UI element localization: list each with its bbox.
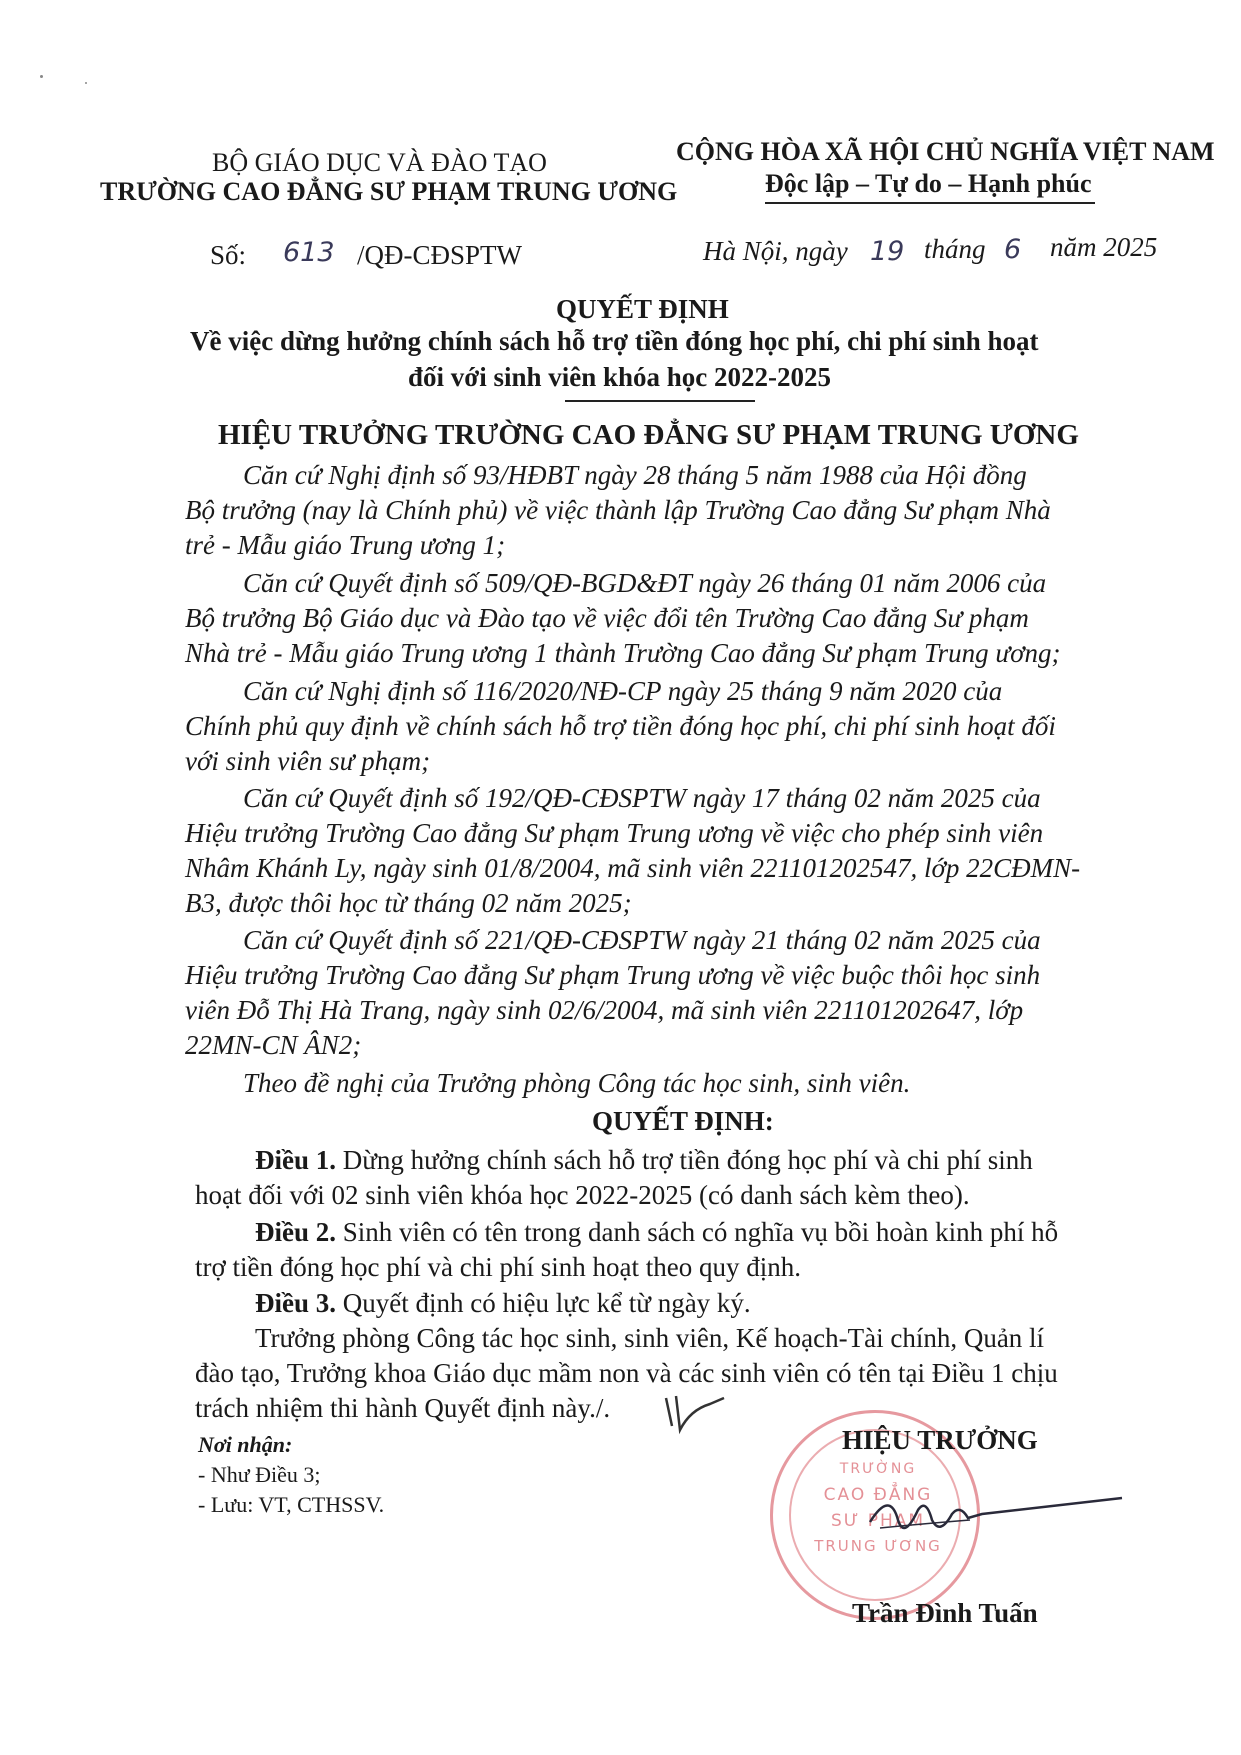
subject-line-1: Về việc dừng hưởng chính sách hỗ trợ tiền đóng học phí, chi phí sinh hoạt — [190, 326, 1039, 356]
national-motto: Độc lập – Tự do – Hạnh phúc — [765, 169, 1092, 198]
preamble-5-line-3: viên Đỗ Thị Hà Trang, ngày sinh 02/6/2004, mã sinh viên 221101202647, lớp — [185, 995, 1024, 1025]
initials-scribble — [660, 1390, 730, 1440]
preamble-2-line-2: Bộ trưởng Bộ Giáo dục và Đào tạo về việc đổi tên Trường Cao đẳng Sư phạm — [185, 603, 1029, 633]
seal-text: SƯ PHẠM — [830, 1511, 926, 1531]
date-month-handwritten: 6 — [1004, 234, 1022, 265]
date-year: năm 2025 — [1050, 232, 1158, 262]
execution-line-3: trách nhiệm thi hành Quyết định này./. — [195, 1393, 611, 1423]
execution-line-2: đào tạo, Trưởng khoa Giáo dục mầm non và các sinh viên có tên tại Điều 1 chịu — [195, 1358, 1058, 1388]
subject-line-2: đối với sinh viên khóa học 2022-2025 — [408, 362, 832, 392]
article-2-line-2: trợ tiền đóng học phí và chi phí sinh hoạt theo quy định. — [195, 1252, 801, 1282]
doc-number-prefix: Số: — [210, 240, 247, 270]
preamble-1-line-3: trẻ - Mẫu giáo Trung ương 1; — [185, 530, 506, 560]
preamble-1-line-1: Căn cứ Nghị định số 93/HĐBT ngày 28 tháng 5 năm 1988 của Hội đồng — [243, 460, 1027, 490]
date-day-handwritten: 19 — [870, 236, 905, 267]
preamble-3-line-3: với sinh viên sư phạm; — [185, 746, 431, 776]
preamble-4-line-1: Căn cứ Quyết định số 192/QĐ-CĐSPTW ngày 17 tháng 02 năm 2025 của — [243, 783, 1041, 813]
issuing-authority: HIỆU TRƯỞNG TRƯỜNG CAO ĐẲNG SƯ PHẠM TRUNG ƯƠNG — [218, 419, 1079, 451]
title-underline — [565, 400, 755, 402]
execution-line-1: Trưởng phòng Công tác học sinh, sinh viên, Kế hoạch-Tài chính, Quản lí — [255, 1323, 1045, 1353]
preamble-3-line-1: Căn cứ Nghị định số 116/2020/NĐ-CP ngày 25 tháng 9 năm 2020 của — [243, 676, 1003, 706]
doc-number-handwritten: 613 — [283, 237, 335, 268]
preamble-5-line-4: 22MN-CN ÂN2; — [185, 1030, 362, 1060]
school-name: TRƯỜNG CAO ĐẲNG SƯ PHẠM TRUNG ƯƠNG — [100, 177, 678, 206]
preamble-4-line-3: Nhâm Khánh Ly, ngày sinh 01/8/2004, mã sinh viên 221101202547, lớp 22CĐMN- — [185, 853, 1081, 883]
seal-text: TRƯỜNG — [839, 1461, 917, 1477]
seal-text: TRUNG ƯƠNG — [814, 1537, 942, 1555]
article-2-line-1 — [255, 1217, 1058, 1248]
preamble-2-line-3: Nhà trẻ - Mẫu giáo Trung ương 1 thành Trường Cao đẳng Sư phạm Trung ương; — [185, 638, 1061, 668]
scan-speck — [85, 82, 87, 84]
article-2-text: Sinh viên có tên trong danh sách có nghĩa vụ bồi hoàn kinh phí hỗ — [342, 1217, 1059, 1247]
recipient-item: - Như Điều 3; — [198, 1462, 321, 1487]
article-1-line-2: hoạt đối với 02 sinh viên khóa học 2022-2025 (có danh sách kèm theo). — [195, 1180, 970, 1210]
document-title: QUYẾT ĐỊNH — [556, 294, 729, 324]
article-1-line-1 — [255, 1145, 1033, 1176]
article-3-text: Quyết định có hiệu lực kể từ ngày ký. — [342, 1288, 751, 1318]
motto-underline — [765, 202, 1095, 204]
preamble-4-line-2: Hiệu trưởng Trường Cao đẳng Sư phạm Trung ương về việc cho phép sinh viên — [185, 818, 1044, 848]
preamble-4-line-4: B3, được thôi học từ tháng 02 năm 2025; — [185, 888, 632, 918]
article-1-label: Điều 1. — [255, 1145, 336, 1175]
article-3-label: Điều 3. — [255, 1288, 336, 1318]
recipient-item: - Lưu: VT, CTHSSV. — [198, 1492, 385, 1517]
doc-number-suffix: /QĐ-CĐSPTW — [357, 240, 523, 270]
handwritten-signature — [860, 1480, 1130, 1550]
recipients-label: Nơi nhận: — [198, 1432, 293, 1457]
preamble-5-line-2: Hiệu trưởng Trường Cao đẳng Sư phạm Trung ương về việc buộc thôi học sinh — [185, 960, 1041, 990]
preamble-3-line-2: Chính phủ quy định về chính sách hỗ trợ tiền đóng học phí, chi phí sinh hoạt đối — [185, 711, 1056, 741]
ministry-name: BỘ GIÁO DỤC VÀ ĐÀO TẠO — [212, 148, 547, 177]
preamble-1-line-2: Bộ trưởng (nay là Chính phủ) về việc thành lập Trường Cao đẳng Sư phạm Nhà — [185, 495, 1051, 525]
signatory-title: HIỆU TRƯỞNG — [842, 1425, 1038, 1455]
article-1-text: Dừng hưởng chính sách hỗ trợ tiền đóng học phí và chi phí sinh — [342, 1145, 1033, 1175]
republic-name: CỘNG HÒA XÃ HỘI CHỦ NGHĨA VIỆT NAM — [676, 137, 1215, 166]
date-place: Hà Nội, ngày — [703, 236, 848, 266]
scan-speck — [40, 75, 43, 78]
seal-text: CAO ĐẲNG — [823, 1485, 933, 1505]
preamble-5-line-1: Căn cứ Quyết định số 221/QĐ-CĐSPTW ngày 21 tháng 02 năm 2025 của — [243, 925, 1041, 955]
decision-heading: QUYẾT ĐỊNH: — [592, 1106, 774, 1136]
date-month-label: tháng — [924, 234, 986, 264]
preamble-2-line-1: Căn cứ Quyết định số 509/QĐ-BGD&ĐT ngày 26 tháng 01 năm 2006 của — [243, 568, 1047, 598]
preamble-6-line-1: Theo đề nghị của Trưởng phòng Công tác học sinh, sinh viên. — [243, 1068, 911, 1098]
article-2-label: Điều 2. — [255, 1217, 336, 1247]
signatory-name: Trần Đình Tuấn — [852, 1598, 1038, 1628]
article-3-line-1 — [255, 1288, 751, 1319]
